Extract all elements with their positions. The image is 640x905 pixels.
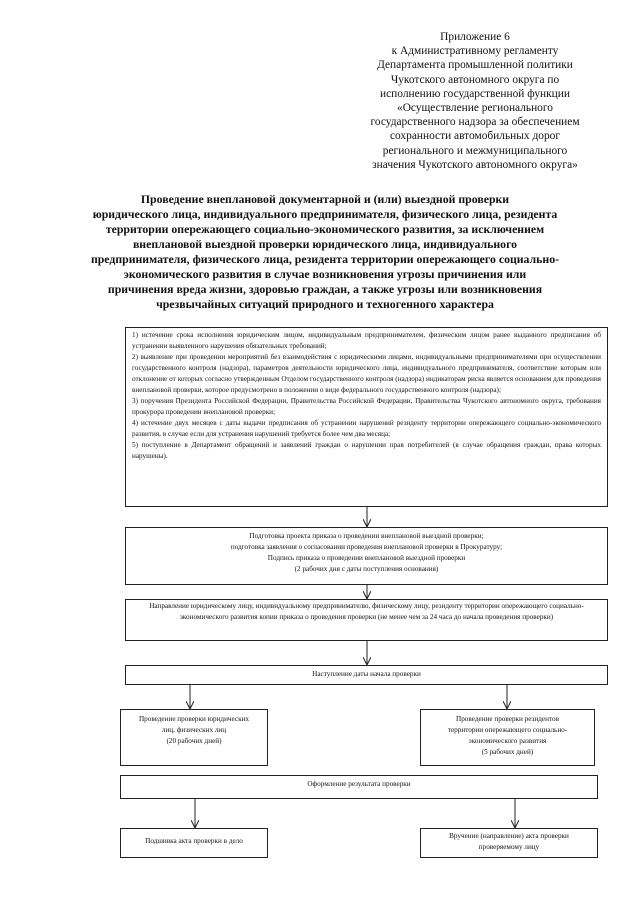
appendix-line: исполнению государственной функции (380, 87, 570, 100)
title-line: Проведение внеплановой документарной и (или) выездной проверки (140, 192, 510, 206)
check-legal-box (120, 709, 268, 766)
title-line: причинения вреда жизни, здоровью граждан, а также угрозы или возникновения (107, 282, 543, 296)
deliver-act-text: Вручение (направление) акта проверки проверяемому лицу (449, 832, 569, 851)
ground-item: 5) поступление в Департамент обращений и заявлений граждан о нарушении прав потребителей (в случае обращения граждан, права которых нарушены). (132, 441, 601, 460)
check-resident-line: территории опережающего социально- (447, 726, 568, 734)
check-legal-line: лиц, физических лиц (161, 726, 227, 734)
check-resident-line: экономического развития (468, 737, 547, 745)
appendix-line: государственного надзора за обеспечением (370, 116, 580, 129)
deliver-act-box (420, 828, 598, 858)
sign-act-box (120, 828, 268, 858)
check-resident-box (420, 709, 595, 766)
appendix-line: Приложение 6 (440, 31, 510, 43)
title-line: экономического развития в случае возникновения угрозы причинения или (123, 267, 527, 281)
title-line: предпринимателя, физического лица, резидента территории опережающего социально- (90, 252, 560, 266)
start-date-box (125, 665, 608, 685)
title-line: территории опережающего социально-экономического развития, за исключением (105, 222, 545, 236)
prepare-line: Подготовка проекта приказа о проведении внеплановой выездной проверки; (249, 532, 484, 540)
title-line: юридического лица, индивидуального предпринимателя, физического лица, резидента (92, 207, 558, 221)
title-line: внеплановой выездной проверки юридического лица, индивидуального (132, 237, 518, 251)
check-legal-line: Проведение проверки юридических (138, 715, 250, 723)
ground-item: 2) выявление при проведении мероприятий без взаимодействия с юридическими лицами, индивидуальными предпринимателями при осуществлении государственного контроля (надзора), параметров деятельности юридического лица, индивидуального предпринимателя, соответствие которым или отклонение от которых согласно утвержденным Отделом государственного контроля (надзора) индикаторам риска является основанием для проведения внеплановой проверки, которое предусмотрено в положении о виде федерального государственного контроля (надзора); (132, 353, 601, 394)
sign-act-text: Подшивка акта проверки в дело (145, 837, 243, 845)
prepare-line: Подпись приказа о проведении внеплановой выездной проверки (267, 554, 466, 562)
ground-item: 3) поручения Президента Российской Федерации, Правительства Российской Федерации, Правительства Чукотского автономного округа, требования прокурора проведении внеплановой проверки; (132, 397, 601, 416)
title-line: чрезвычайных ситуаций природного и техногенного характера (156, 297, 494, 311)
grounds-box (125, 327, 608, 507)
send-order-text: Направление юридическому лицу, индивидуальному предпринимателю, физическому лицу, резиденту территории опережающего социально-экономического развития копии приказа о проведения проверки (не менее чем за 24 часа до начала проведения проверки) (149, 602, 584, 621)
prepare-line: (2 рабочих дня с даты поступления основания) (294, 565, 439, 573)
check-legal-line: (20 рабочих дней) (166, 737, 222, 745)
prepare-line: подготовка заявления о согласовании проведения внеплановой проверки в Прокуратуру; (230, 543, 503, 551)
prepare-order-box (125, 527, 608, 585)
ground-item: 1) истечение срока исполнения юридическим лицом, индивидуальным предпринимателем, физическим лицом ранее выданного предписания об устранении выявленного нарушения обязательных требований; (132, 331, 601, 350)
start-date-text: Наступление даты начала проверки (312, 670, 421, 678)
appendix-line: к Административному регламенту (391, 45, 559, 58)
result-text: Оформление результата проверки (307, 780, 411, 788)
send-order-box (125, 599, 608, 641)
appendix-line: «Осуществление регионального (397, 102, 553, 115)
appendix-line: значения Чукотского автономного округа» (372, 158, 578, 171)
appendix-line: регионального и межмуниципального (382, 144, 568, 157)
result-box (120, 775, 598, 799)
ground-item: 4) истечение двух месяцев с даты выдачи предписания об устранении нарушений резиденту территории опережающего социально-экономического развития, в случае если для устранения нарушений требуется более чем два месяца; (132, 419, 601, 438)
check-resident-line: Проведение проверки резидентов (456, 715, 559, 723)
check-resident-line: (5 рабочих дней) (481, 748, 534, 756)
appendix-line: Департамента промышленной политики (377, 59, 573, 72)
appendix-line: Чукотского автономного округа по (390, 73, 560, 86)
appendix-line: сохранности автомобильных дорог (389, 130, 561, 143)
